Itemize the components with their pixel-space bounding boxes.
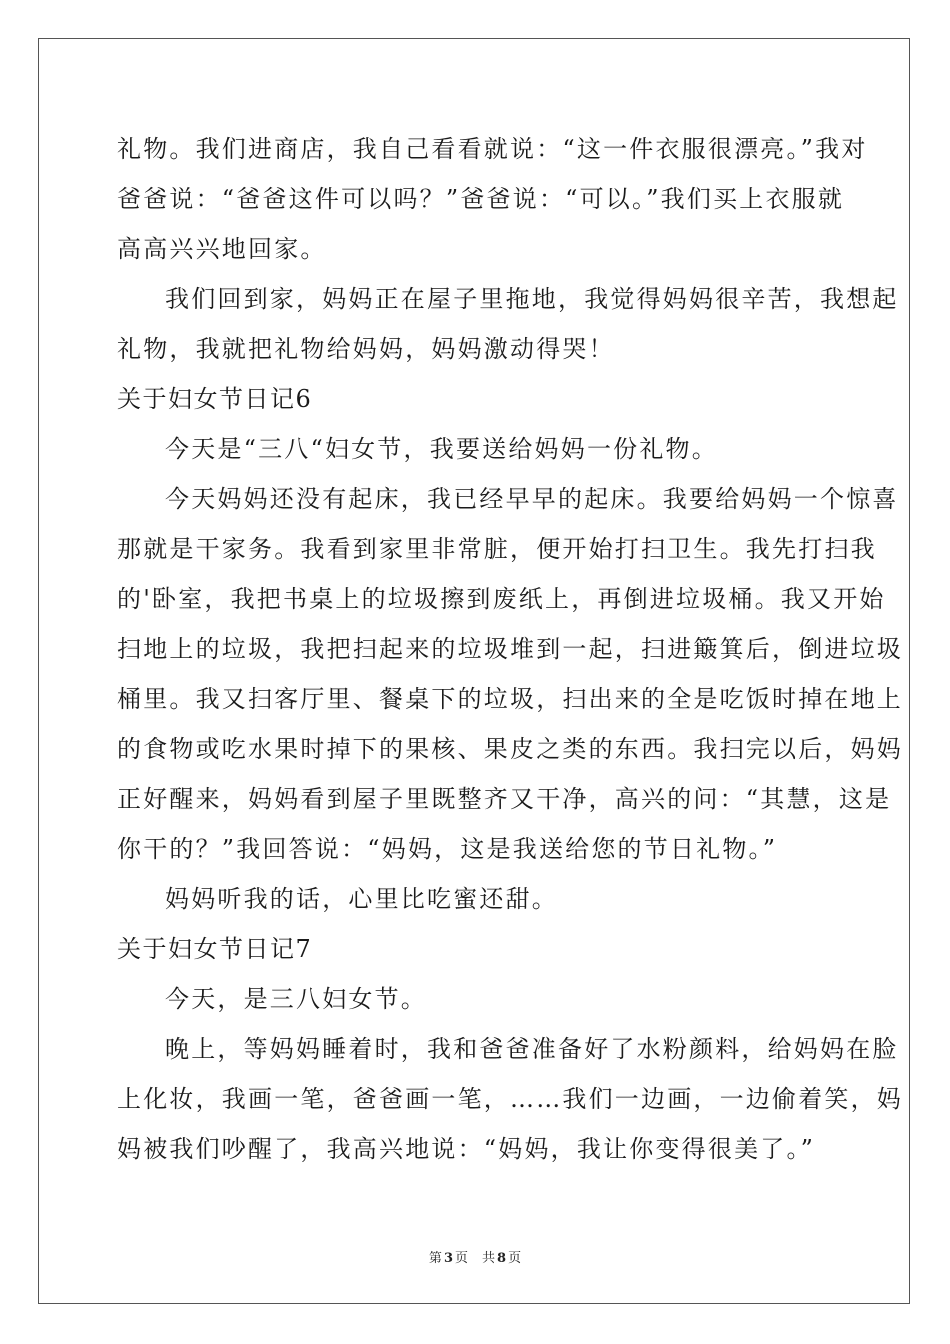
paragraph-line: 你干的？”我回答说：“妈妈，这是我送给您的节日礼物。” [117, 835, 778, 863]
paragraph-line: 的'卧室，我把书桌上的垃圾擦到废纸上，再倒进垃圾桶。我又开始 [117, 585, 886, 613]
paragraph-line: 妈妈听我的话，心里比吃蜜还甜。 [165, 885, 558, 913]
document-body [117, 124, 903, 1174]
paragraph-line: 爸爸说：“爸爸这件可以吗？”爸爸说：“可以。”我们买上衣服就 [117, 185, 845, 213]
paragraph-line: 上化妆，我画一笔，爸爸画一笔，……我们一边画，一边偷着笑，妈 [117, 1085, 903, 1113]
paragraph-line: 今天妈妈还没有起床，我已经早早的起床。我要给妈妈一个惊喜 [165, 485, 899, 513]
paragraph-line: 的食物或吃水果时掉下的果核、果皮之类的东西。我扫完以后，妈妈 [117, 735, 903, 763]
page-current: 3 [443, 1251, 453, 1266]
paragraph-line: 那就是干家务。我看到家里非常脏，便开始打扫卫生。我先打扫我 [117, 535, 877, 563]
total-prefix: 共 [482, 1251, 496, 1266]
section-heading: 关于妇女节日记6 [117, 385, 313, 413]
section-heading: 关于妇女节日记7 [117, 935, 313, 963]
paragraph-line: 晚上，等妈妈睡着时，我和爸爸准备好了水粉颜料，给妈妈在脸 [165, 1035, 899, 1063]
paragraph-line: 今天，是三八妇女节。 [165, 985, 427, 1013]
total-suffix: 页 [508, 1251, 522, 1266]
paragraph-line: 正好醒来，妈妈看到屋子里既整齐又干净，高兴的问：“其慧，这是 [117, 785, 892, 813]
paragraph-line: 今天是“三八“妇女节，我要送给妈妈一份礼物。 [165, 435, 718, 463]
page-suffix: 页 [454, 1251, 468, 1266]
page-total: 8 [497, 1251, 507, 1266]
page-prefix: 第 [428, 1251, 442, 1266]
page-footer [0, 1247, 950, 1266]
paragraph-line: 桶里。我又扫客厅里、餐桌下的垃圾，扫出来的全是吃饭时掉在地上 [117, 685, 903, 713]
paragraph-line: 礼物。我们进商店，我自己看看就说：“这一件衣服很漂亮。”我对 [117, 135, 868, 163]
paragraph-line: 高高兴兴地回家。 [117, 235, 327, 263]
paragraph-line: 扫地上的垃圾，我把扫起来的垃圾堆到一起，扫进簸箕后，倒进垃圾 [117, 635, 903, 663]
paragraph-line: 妈被我们吵醒了，我高兴地说：“妈妈，我让你变得很美了。” [117, 1135, 816, 1163]
paragraph-line: 礼物，我就把礼物给妈妈，妈妈激动得哭！ [117, 335, 615, 363]
paragraph-line: 我们回到家，妈妈正在屋子里拖地，我觉得妈妈很辛苦，我想起 [165, 285, 899, 313]
